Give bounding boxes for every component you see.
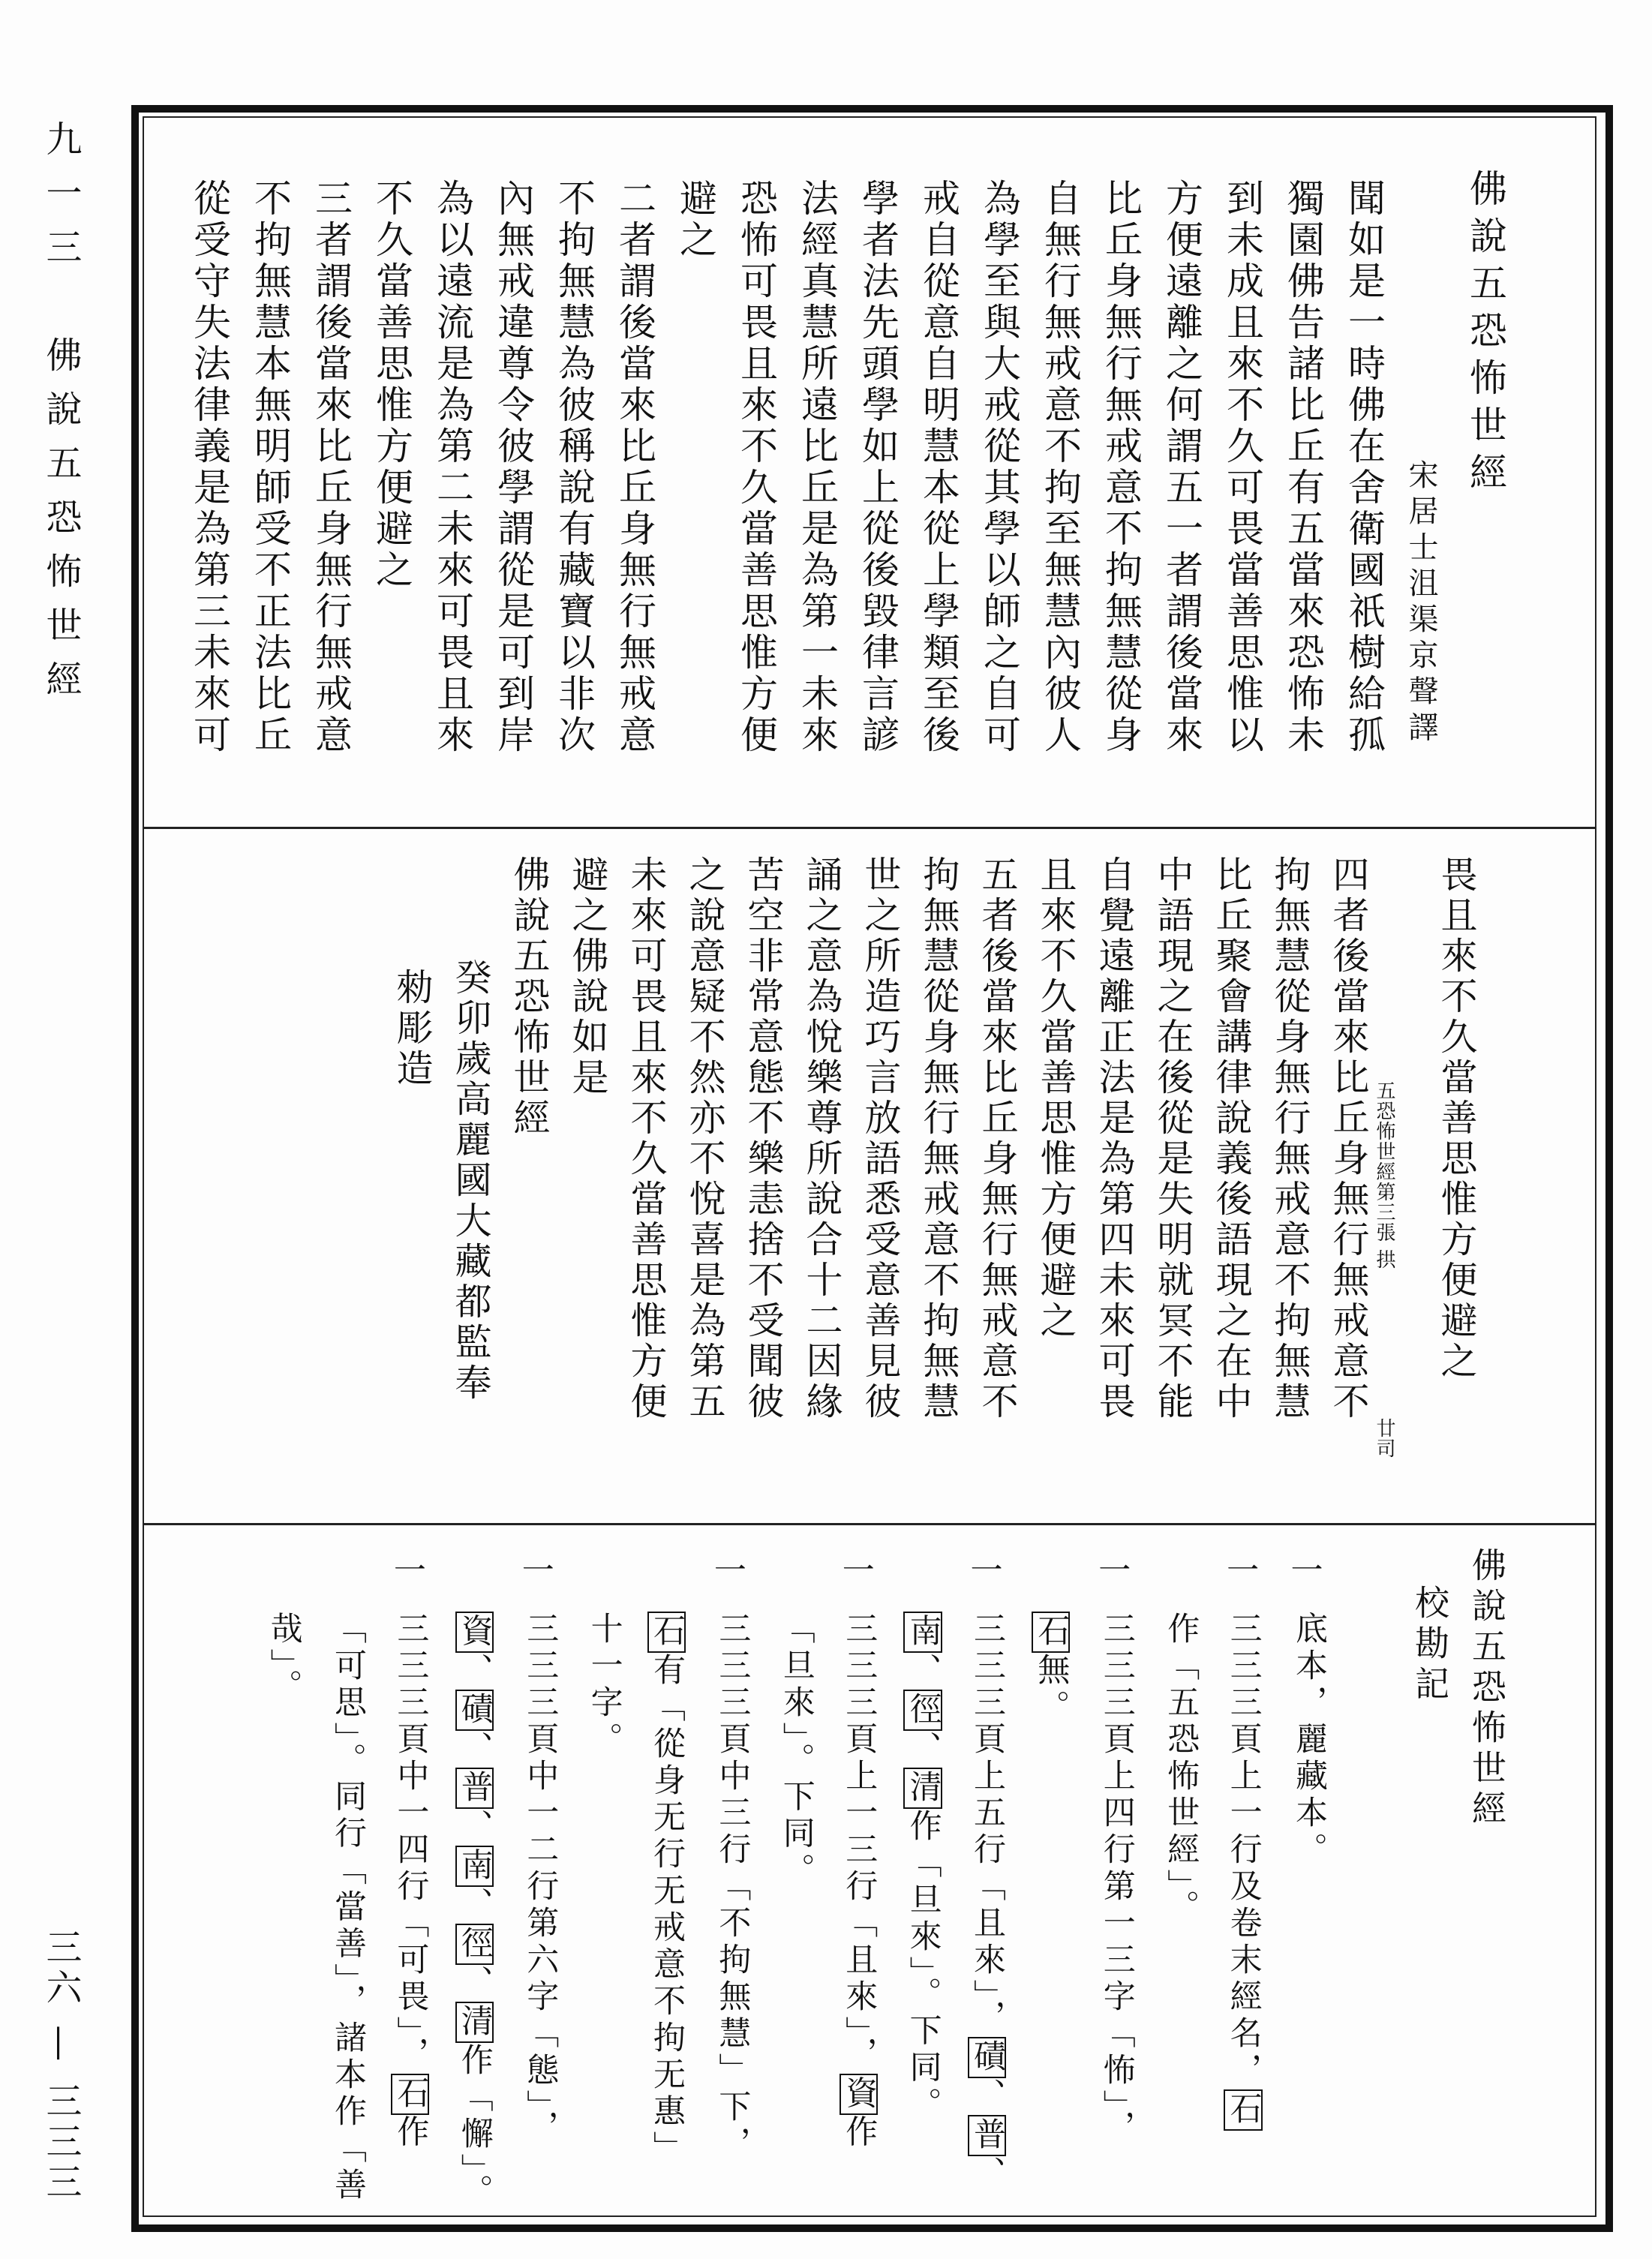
text-column: 苦空非常意態不樂恚捨不受聞彼 (742, 855, 785, 1422)
text-column: 四者後當來比丘身無行無戒意不 (1327, 855, 1370, 1422)
note-marker: 一 (1098, 1552, 1131, 1590)
edition-siglum: 清 (455, 2002, 494, 2043)
text-column: 方便遠離之何謂五一者謂後當來 (1160, 179, 1203, 756)
edition-siglum: 石 (391, 2074, 429, 2115)
colophon-title: 佛說五恐怖世經 (508, 855, 551, 1139)
note-text: 作 (392, 2114, 430, 2152)
translator-credit: 宋居士沮渠京聲譯 (1404, 459, 1438, 747)
page-number: 三六 — 三三三 (40, 1928, 82, 2203)
colophon-line: 癸卯歲高麗國大藏都監奉 (449, 958, 492, 1404)
edition-siglum: 普 (968, 2115, 1006, 2156)
side-note-sheet: 第三張 (1373, 1182, 1395, 1242)
edition-siglum: 磧 (968, 2037, 1006, 2078)
note-text: 三三三頁中一二行第六字「態」， (521, 1612, 560, 2147)
side-note-mark: 廿司 (1373, 1418, 1395, 1458)
note-marker: 一 (1290, 1552, 1323, 1590)
text-column: 比丘聚會講律說義後語現之在中 (1210, 855, 1253, 1422)
text-column: 拘無慧從身無行無戒意不拘無慧 (918, 855, 960, 1422)
edition-siglum: 資 (840, 2074, 878, 2115)
note-text: 三三三頁中一四行「可畏」， (392, 1612, 430, 2074)
note-text: 作 (840, 2114, 879, 2152)
note-text: 「可思」。同行「當善」，諸本作「善 (329, 1612, 367, 2204)
edition-siglum: 資 (455, 1612, 494, 1653)
edition-siglum: 清 (903, 1768, 942, 1809)
text-column: 誦之意為悅樂尊所說合十二因緣 (800, 855, 843, 1422)
collation-note-line (1159, 1612, 1198, 1927)
collation-note-line (1287, 1612, 1326, 1869)
edition-siglum: 普 (455, 1768, 494, 1809)
text-column: 避之 (674, 179, 717, 261)
collation-heading: 校勘記 (1410, 1585, 1450, 1706)
text-column: 自無行無戒意不拘至無慧內彼人 (1038, 179, 1082, 756)
note-text: 、 (455, 1731, 494, 1768)
collation-note-line (390, 1612, 429, 2152)
edition-siglum: 南 (455, 1846, 494, 1887)
collation-note-line (967, 1612, 1006, 2193)
collation-note-line (583, 1612, 622, 1759)
note-text: 三三三頁中三行「不拘無慧」下， (713, 1612, 752, 2163)
text-column: 聞如是一時佛在舍衛國祇樹給孤 (1342, 179, 1386, 756)
note-marker: 一 (713, 1552, 746, 1590)
collation-note-line (518, 1612, 560, 2147)
collation-note-line (903, 1612, 942, 2124)
text-column: 學者法先頭學如上從後毀律言諺 (856, 179, 900, 756)
text-column: 三者謂後當來比丘身無行無戒意 (309, 179, 353, 756)
note-text: 十一字。 (585, 1612, 623, 1759)
collation-note-line (263, 1612, 302, 1706)
collation-note-line (1095, 1612, 1134, 2147)
text-column: 中語現之在後從是失明就冥不能 (1152, 855, 1194, 1422)
text-column: 到未成且來不久可畏當善思惟以 (1221, 179, 1264, 756)
note-text: 三三三頁上一三行「且來」， (840, 1612, 879, 2074)
collation-note-line (775, 1612, 814, 1890)
text-column: 拘無慧從身無行無戒意不拘無慧 (1269, 855, 1311, 1422)
note-text: 哉」。 (265, 1612, 303, 1706)
note-marker: 一 (393, 1552, 426, 1590)
note-marker: 一 (1227, 1552, 1260, 1590)
edition-siglum: 石 (1224, 2089, 1262, 2131)
collation-note-line (710, 1612, 752, 2163)
collation-note-line (647, 1612, 686, 2167)
text-column: 避之佛說如是 (566, 855, 609, 1098)
text-column: 未來可畏且來不久當善思惟方便 (625, 855, 668, 1422)
side-note-carver: 拱 (1373, 1249, 1395, 1269)
text-column: 之說意疑不然亦不悅喜是為第五 (683, 855, 726, 1422)
text-column: 五者後當來比丘身無行無戒意不 (976, 855, 1019, 1422)
text-column: 畏且來不久當善思惟方便避之 (1435, 855, 1478, 1382)
text-column: 世之所造巧言放語悉受意善見彼 (859, 855, 902, 1422)
note-text: 三三三頁上五行「且來」， (969, 1612, 1006, 2037)
edition-siglum: 石 (647, 1612, 686, 1653)
side-note-sutra: 五恐怖世經 (1373, 1080, 1395, 1182)
colophon-line: 勑彫造 (391, 968, 434, 1089)
note-text: 、 (455, 1965, 494, 2002)
divider-bottom (144, 1523, 1595, 1525)
text-column: 比丘身無行無戒意不拘無慧從身 (1099, 179, 1143, 756)
note-text: 、 (455, 1809, 494, 1846)
margin-header: 九一三 佛說五恐怖世經 (40, 120, 82, 714)
collation-note-line (1224, 1612, 1263, 2131)
note-text: 、 (904, 1731, 942, 1768)
note-marker: 一 (970, 1552, 1003, 1590)
note-text: 有「從身无行无戒意不拘无惠」 (648, 1653, 686, 2167)
text-column: 且來不久當善思惟方便避之 (1035, 855, 1077, 1341)
edition-siglum: 磧 (455, 1690, 494, 1731)
note-marker: 一 (842, 1552, 875, 1590)
text-column: 法經真慧所遠比丘是為第一未來 (795, 179, 839, 756)
text-column: 不久當善思惟方便避之 (370, 179, 413, 591)
text-column: 獨園佛告諸比丘有五當來恐怖未 (1281, 179, 1325, 756)
text-column: 二者謂後當來比丘身無行無戒意 (613, 179, 656, 756)
note-text: 、 (904, 1653, 942, 1690)
collation-note-line (839, 1612, 878, 2152)
note-text: 、 (455, 1887, 494, 1924)
note-text: 作「懈」。 (455, 2043, 494, 2211)
text-column: 恐怖可畏且來不久當善思惟方便 (734, 179, 778, 756)
edition-siglum: 石 (1032, 1612, 1070, 1653)
text-column: 從受守失法律義是為第三未來可 (188, 179, 231, 756)
text-column: 戒自從意自明慧本從上學類至後 (917, 179, 960, 756)
note-text: 底本，麗藏本。 (1290, 1612, 1328, 1869)
note-text: 、 (969, 2155, 1006, 2193)
note-text: 無。 (1032, 1653, 1071, 1726)
text-column: 為學至與大戒從其學以師之自可 (978, 179, 1021, 756)
collation-note-line (455, 1612, 494, 2211)
note-text: 作「旦來」。下同。 (904, 1809, 942, 2124)
edition-siglum: 徑 (455, 1924, 494, 1965)
divider-top (144, 827, 1595, 829)
text-column: 為以遠流是為第二未來可畏且來 (431, 179, 474, 756)
text-column: 不拘無慧為彼稱說有藏寶以非次 (552, 179, 596, 756)
note-text: 、 (455, 1653, 494, 1690)
collation-title: 佛說五恐怖世經 (1467, 1547, 1507, 1831)
edition-siglum: 徑 (903, 1690, 942, 1731)
note-text: 「旦來」。下同。 (777, 1612, 815, 1890)
note-text: 三三三頁上一行及卷末經名， (1224, 1612, 1263, 2089)
note-text: 、 (969, 2077, 1006, 2115)
text-column: 自覺遠離正法是為第四未來可畏 (1093, 855, 1136, 1422)
collation-note-line (326, 1612, 365, 2204)
text-column: 不拘無慧本無明師受不正法比丘 (248, 179, 292, 756)
collation-note-line (1031, 1612, 1070, 1726)
note-text: 作「五恐怖世經」。 (1162, 1612, 1200, 1927)
note-marker: 一 (521, 1552, 554, 1590)
edition-siglum: 南 (903, 1612, 942, 1653)
note-text: 三三三頁上四行第一三字「怖」， (1098, 1612, 1136, 2147)
sutra-title: 佛說五恐怖世經 (1464, 169, 1507, 500)
text-column: 內無戒違尊令彼學謂從是可到岸 (491, 179, 535, 756)
